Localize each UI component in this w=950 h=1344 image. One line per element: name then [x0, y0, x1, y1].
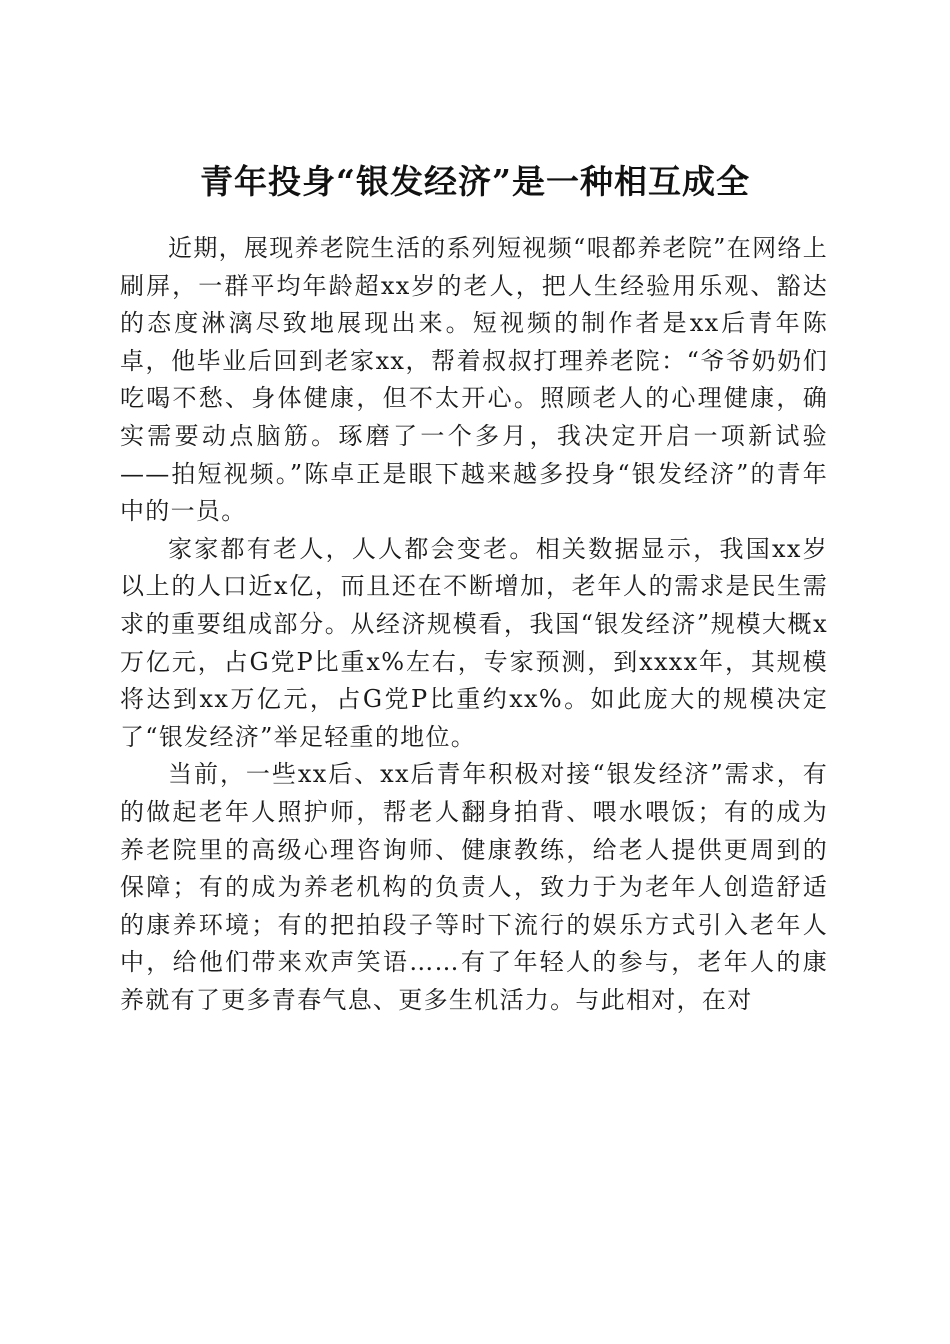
document-body	[120, 230, 828, 1019]
paragraph-2: 家家都有老人，人人都会变老。相关数据显示，我国xx岁以上的人口近x亿，而且还在不断增加，老年人的需求是民生需求的重要组成部分。从经济规模看，我国“银发经济”规模大概x万亿元，占G党P比重x%左右，专家预测，到xxxx年，其规模将达到xx万亿元，占G党P比重约xx%。如此庞大的规模决定了“银发经济”举足轻重的地位。	[120, 534, 828, 751]
paragraph-3: 当前，一些xx后、xx后青年积极对接“银发经济”需求，有的做起老年人照护师，帮老人翻身拍背、喂水喂饭；有的成为养老院里的高级心理咨询师、健康教练，给老人提供更周到的保障；有的成为养老机构的负责人，致力于为老年人创造舒适的康养环境；有的把拍段子等时下流行的娱乐方式引入老年人中，给他们带来欢声笑语……有了年轻人的参与，老年人的康养就有了更多青春气息、更多生机活力。与此相对，在对	[120, 760, 828, 1014]
paragraph-1: 近期，展现养老院生活的系列短视频“哏都养老院”在网络上刷屏，一群平均年龄超xx岁的老人，把人生经验用乐观、豁达的态度淋漓尽致地展现出来。短视频的制作者是xx后青年陈卓，他毕业后回到老家xx，帮着叔叔打理养老院：“爷爷奶奶们吃喝不愁、身体健康，但不太开心。照顾老人的心理健康，确实需要动点脑筋。琢磨了一个多月，我决定开启一项新试验——拍短视频。”陈卓正是眼下越来越多投身“银发经济”的青年中的一员。	[120, 234, 828, 526]
document-title: 青年投身“银发经济”是一种相互成全	[200, 162, 750, 202]
